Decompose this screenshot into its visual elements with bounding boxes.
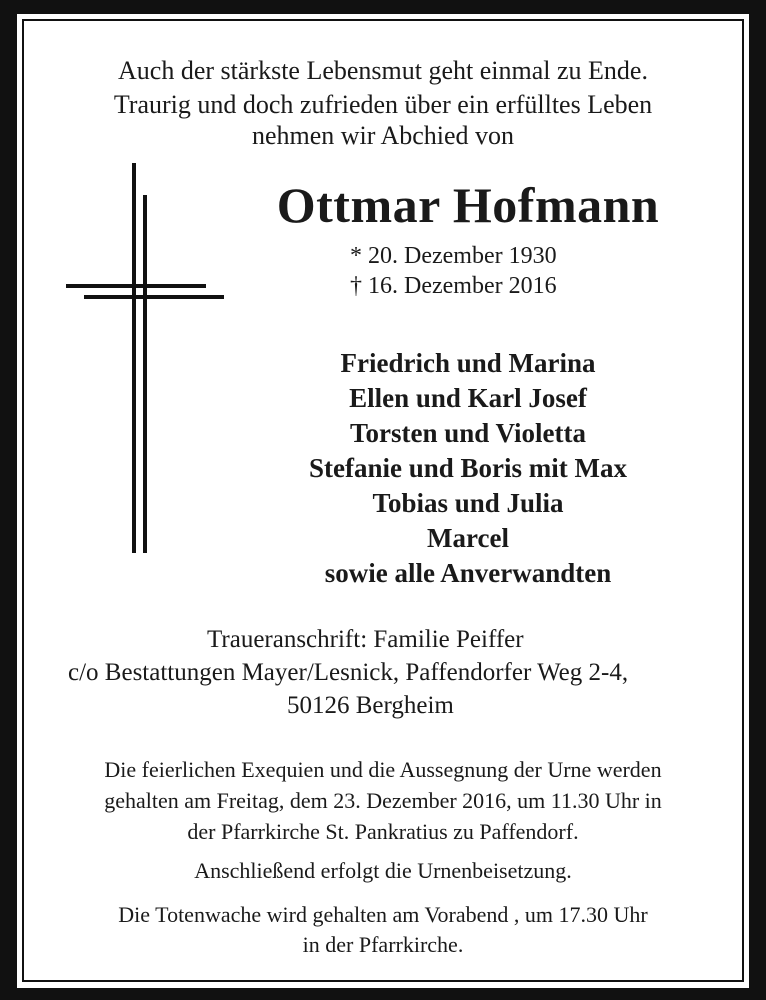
wake-line-2: in der Pfarrkirche.: [302, 932, 464, 957]
mourner-line: Friedrich und Marina: [340, 348, 596, 378]
burial-note: Anschließend erfolgt die Urnenbeisetzung.: [194, 858, 572, 883]
intro-line-1: Auch der stärkste Lebensmut geht einmal zu Ende.: [118, 56, 648, 85]
mourner-line: Marcel: [427, 523, 509, 553]
service-line-1: Die feierlichen Exequien und die Aussegnung der Urne werden: [104, 757, 662, 782]
wake-line-1: Die Totenwache wird gehalten am Vorabend , um 17.30 Uhr: [118, 902, 648, 927]
mourner-line: sowie alle Anverwandten: [324, 558, 612, 588]
birth-date: * 20. Dezember 1930: [350, 243, 557, 269]
address-line-2: c/o Bestattungen Mayer/Lesnick, Paffendorfer Weg 2-4,: [68, 659, 629, 686]
intro-line-2: Traurig und doch zufrieden über ein erfülltes Leben: [113, 90, 653, 119]
mourner-line: Tobias und Julia: [372, 488, 564, 518]
address-line-1: Traueranschrift: Familie Peiffer: [207, 626, 524, 653]
service-line-3: der Pfarrkirche St. Pankratius zu Paffendorf.: [187, 819, 579, 844]
deceased-name: Ottmar Hofmann: [276, 177, 660, 233]
address-line-3: 50126 Bergheim: [287, 692, 454, 719]
death-date: † 16. Dezember 2016: [350, 273, 557, 299]
mourner-line: Stefanie und Boris mit Max: [308, 453, 627, 483]
mourner-line: Torsten und Violetta: [349, 418, 587, 448]
service-line-2: gehalten am Freitag, dem 23. Dezember 2016, um 11.30 Uhr in: [104, 788, 662, 813]
mourner-line: Ellen und Karl Josef: [349, 383, 587, 413]
intro-line-3: nehmen wir Abchied von: [251, 121, 515, 150]
